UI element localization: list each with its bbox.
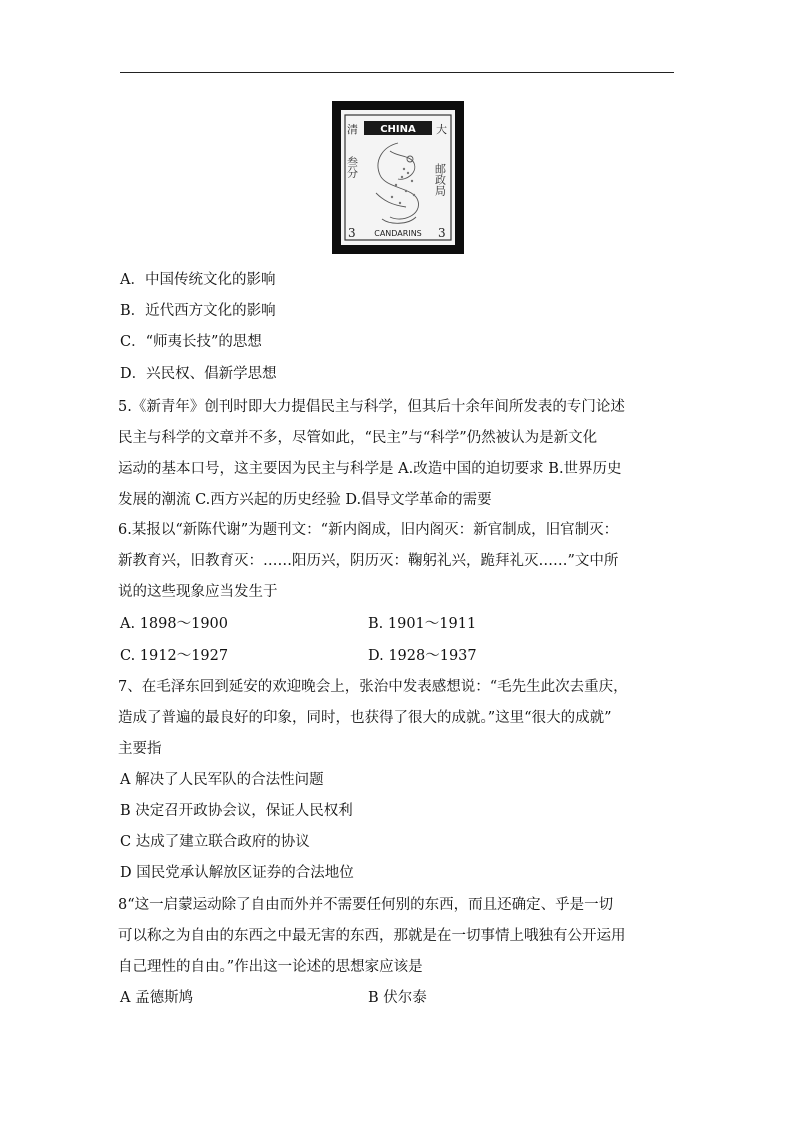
q6-option-d: D. 1928～1937: [368, 648, 477, 664]
stamp-corner-right: 大: [436, 123, 447, 136]
q7-line-1: 7、在毛泽东回到延安的欢迎晚会上，张治中发表感想说：“毛先生此次去重庆，: [118, 679, 628, 695]
q6-option-a: A. 1898～1900: [120, 616, 228, 632]
q5-line-4: 发展的潮流 C.西方兴起的历史经验 D.倡导文学革命的需要: [118, 492, 492, 508]
q5-line-3: 运动的基本口号，这主要因为民主与科学是 A.改造中国的迫切要求 B.世界历史: [118, 461, 622, 477]
q6-option-c: C. 1912～1927: [120, 648, 229, 664]
q6-line-2: 新教育兴，旧教育灭：……阳历兴，阴历灭：鞠躬礼兴，跪拜礼灭……”文中所: [118, 553, 619, 569]
q7-option-c: C 达成了建立联合政府的协议: [120, 834, 310, 850]
stamp-denomination-right: 3: [438, 226, 446, 240]
q7-line-2: 造成了普遍的最良好的印象，同时，也获得了很大的成就。”这里“很大的成就”: [118, 710, 612, 726]
stamp-bottom-text: CANDARINS: [374, 229, 422, 238]
stamp-denomination-left: 3: [348, 226, 356, 240]
q7-line-3: 主要指: [118, 741, 162, 757]
q7-option-b: B 决定召开政协会议，保证人民权利: [120, 803, 353, 819]
q8-line-3: 自己理性的自由。”作出这一论述的思想家应该是: [118, 959, 423, 975]
q7-option-d: D 国民党承认解放区证券的合法地位: [120, 865, 354, 881]
stamp-top-text: CHINA: [380, 124, 416, 135]
q6-option-b: B. 1901～1911: [368, 616, 477, 632]
q4-option-c: C．“师夷长技”的思想: [120, 334, 262, 350]
q8-option-b: B 伏尔泰: [368, 990, 427, 1006]
q8-line-1: 8“这一启蒙运动除了自由而外并不需要任何别的东西，而且还确定、乎是一切: [118, 897, 614, 913]
q4-option-a: A．中国传统文化的影响: [120, 272, 276, 288]
q7-option-a: A 解决了人民军队的合法性问题: [120, 772, 324, 788]
stamp-corner-left: 清: [347, 123, 358, 136]
q5-line-2: 民主与科学的文章并不多，尽管如此，“民主”与“科学”仍然被认为是新文化: [118, 430, 598, 446]
q5-line-1: 5.《新青年》创刊时即大力提倡民主与科学，但其后十余年间所发表的专门论述: [118, 399, 625, 415]
q6-line-3: 说的这些现象应当发生于: [118, 584, 278, 600]
q4-option-b: B．近代西方文化的影响: [120, 303, 276, 319]
q4-option-d: D．兴民权、倡新学思想: [120, 366, 277, 382]
stamp-right-column: 邮政局: [433, 163, 447, 196]
stamp-left-column: 叁分: [345, 156, 359, 178]
q6-line-1: 6.某报以“新陈代谢”为题刊文：“新内阁成，旧内阁灭：新官制成，旧官制灭：: [118, 522, 619, 538]
q8-option-a: A 孟德斯鸠: [120, 990, 194, 1006]
qing-dragon-stamp-image: [332, 101, 464, 254]
q8-line-2: 可以称之为自由的东西之中最无害的东西，那就是在一切事情上哦独有公开运用: [118, 928, 626, 944]
header-rule: [120, 72, 674, 73]
